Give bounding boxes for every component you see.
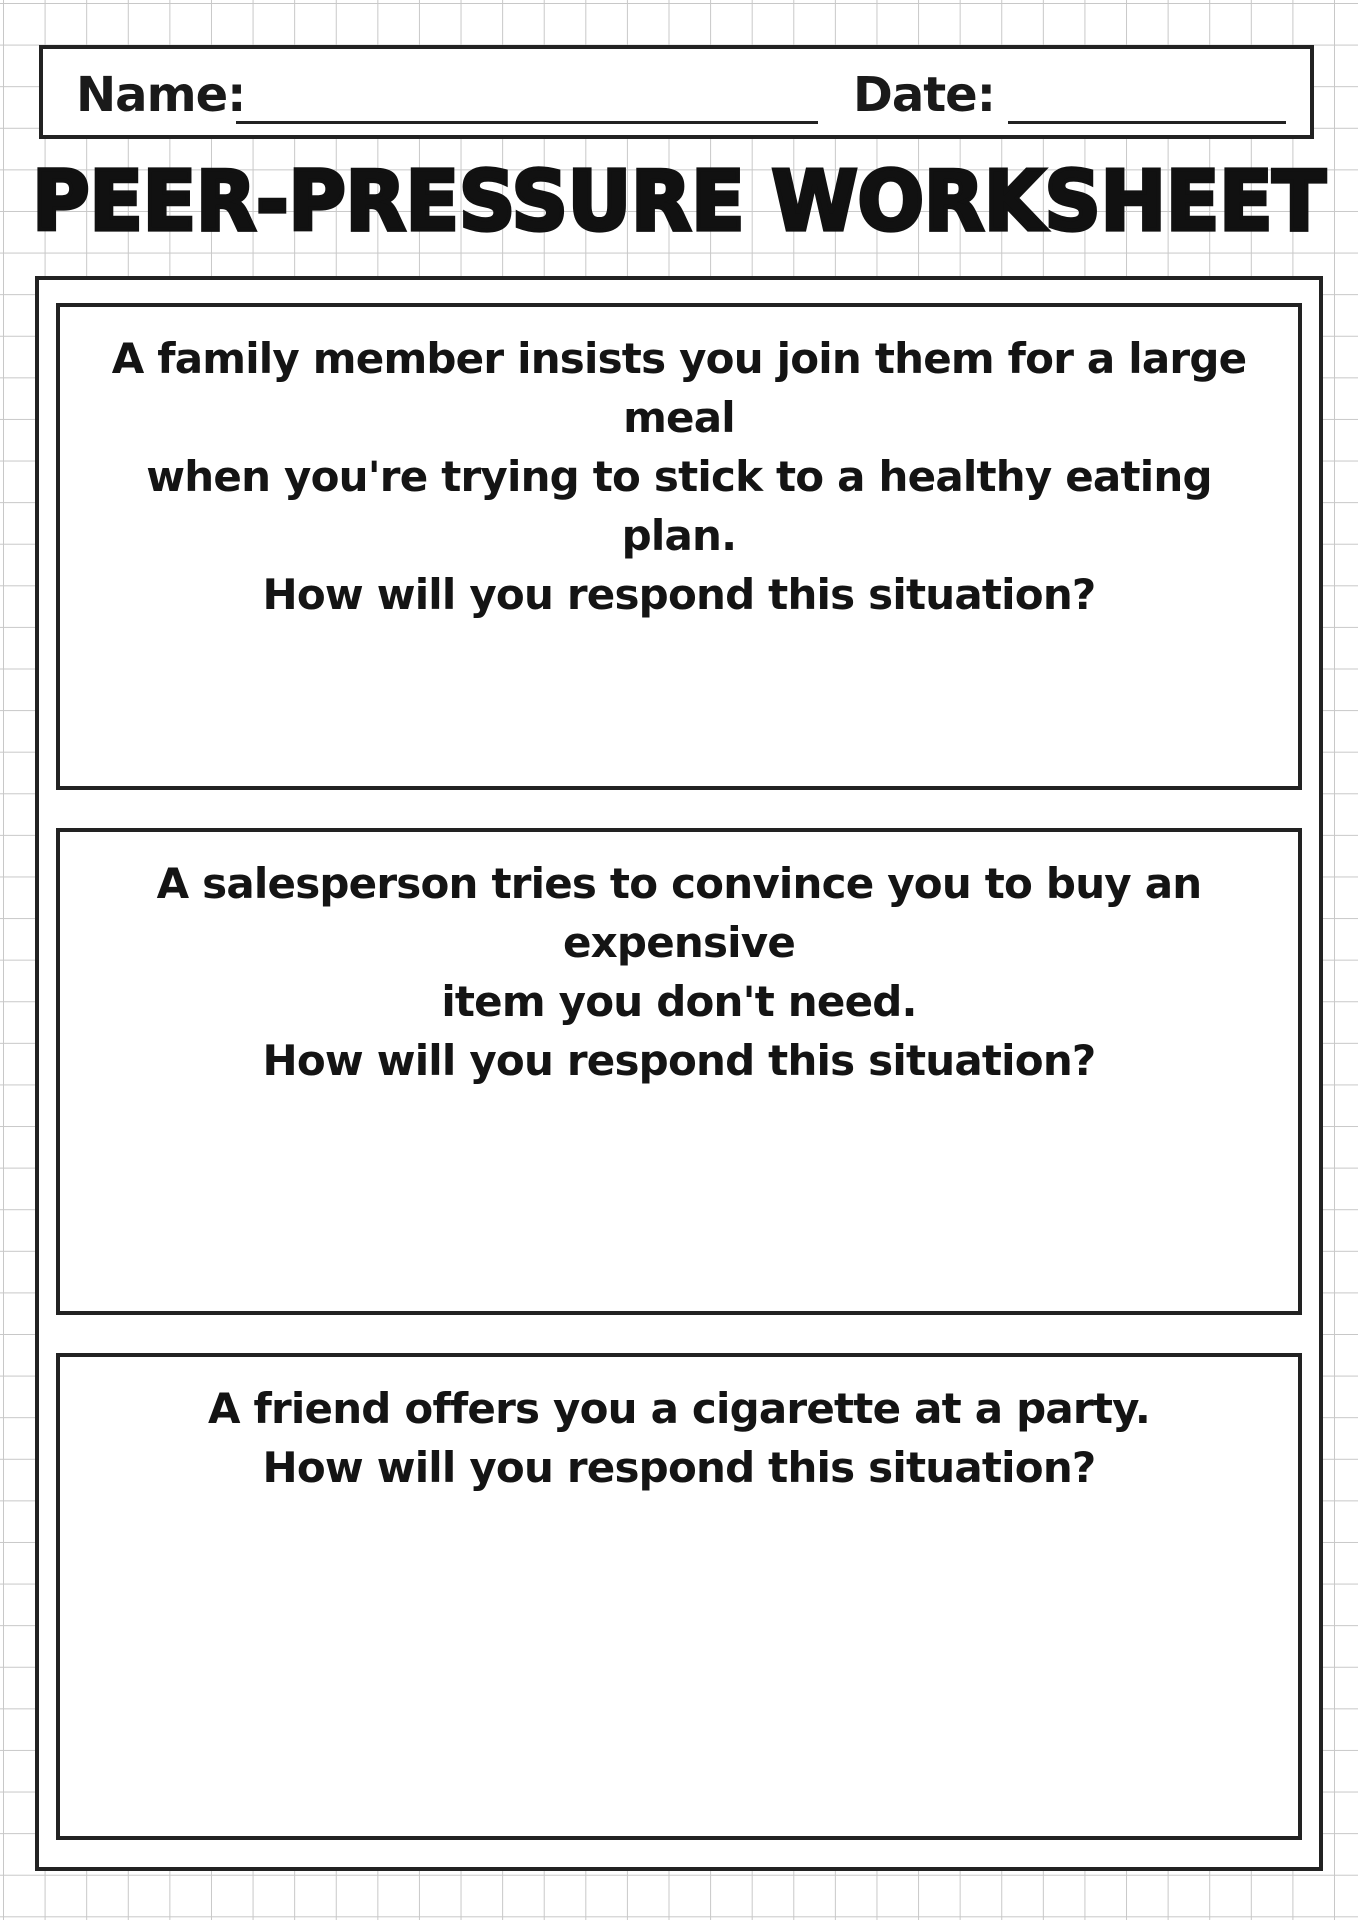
scenario-line: A friend offers you a cigarette at a party.: [208, 1384, 1150, 1433]
scenario-question: How will you respond this situation?: [262, 1443, 1096, 1492]
scenario-prompt: [60, 307, 1298, 624]
scenario-question: How will you respond this situation?: [262, 570, 1096, 619]
scenario-line: when you're trying to stick to a healthy eating plan.: [146, 452, 1212, 560]
scenario-card-3[interactable]: [56, 1353, 1302, 1840]
name-label: Name:: [76, 67, 246, 123]
scenario-prompt: [60, 1357, 1298, 1497]
scenario-card-2[interactable]: [56, 828, 1302, 1315]
scenario-line: item you don't need.: [441, 977, 917, 1026]
scenario-prompt: [60, 832, 1298, 1090]
name-field[interactable]: [236, 121, 818, 124]
date-field[interactable]: [1008, 121, 1286, 124]
page-title: PEER-PRESSURE WORKSHEET: [32, 154, 1326, 250]
header-box: [39, 45, 1314, 139]
scenario-card-1[interactable]: [56, 303, 1302, 790]
scenario-question: How will you respond this situation?: [262, 1036, 1096, 1085]
scenario-line: A family member insists you join them for a large meal: [111, 334, 1247, 442]
date-label: Date:: [853, 67, 995, 123]
scenario-line: A salesperson tries to convince you to buy an expensive: [156, 859, 1202, 967]
